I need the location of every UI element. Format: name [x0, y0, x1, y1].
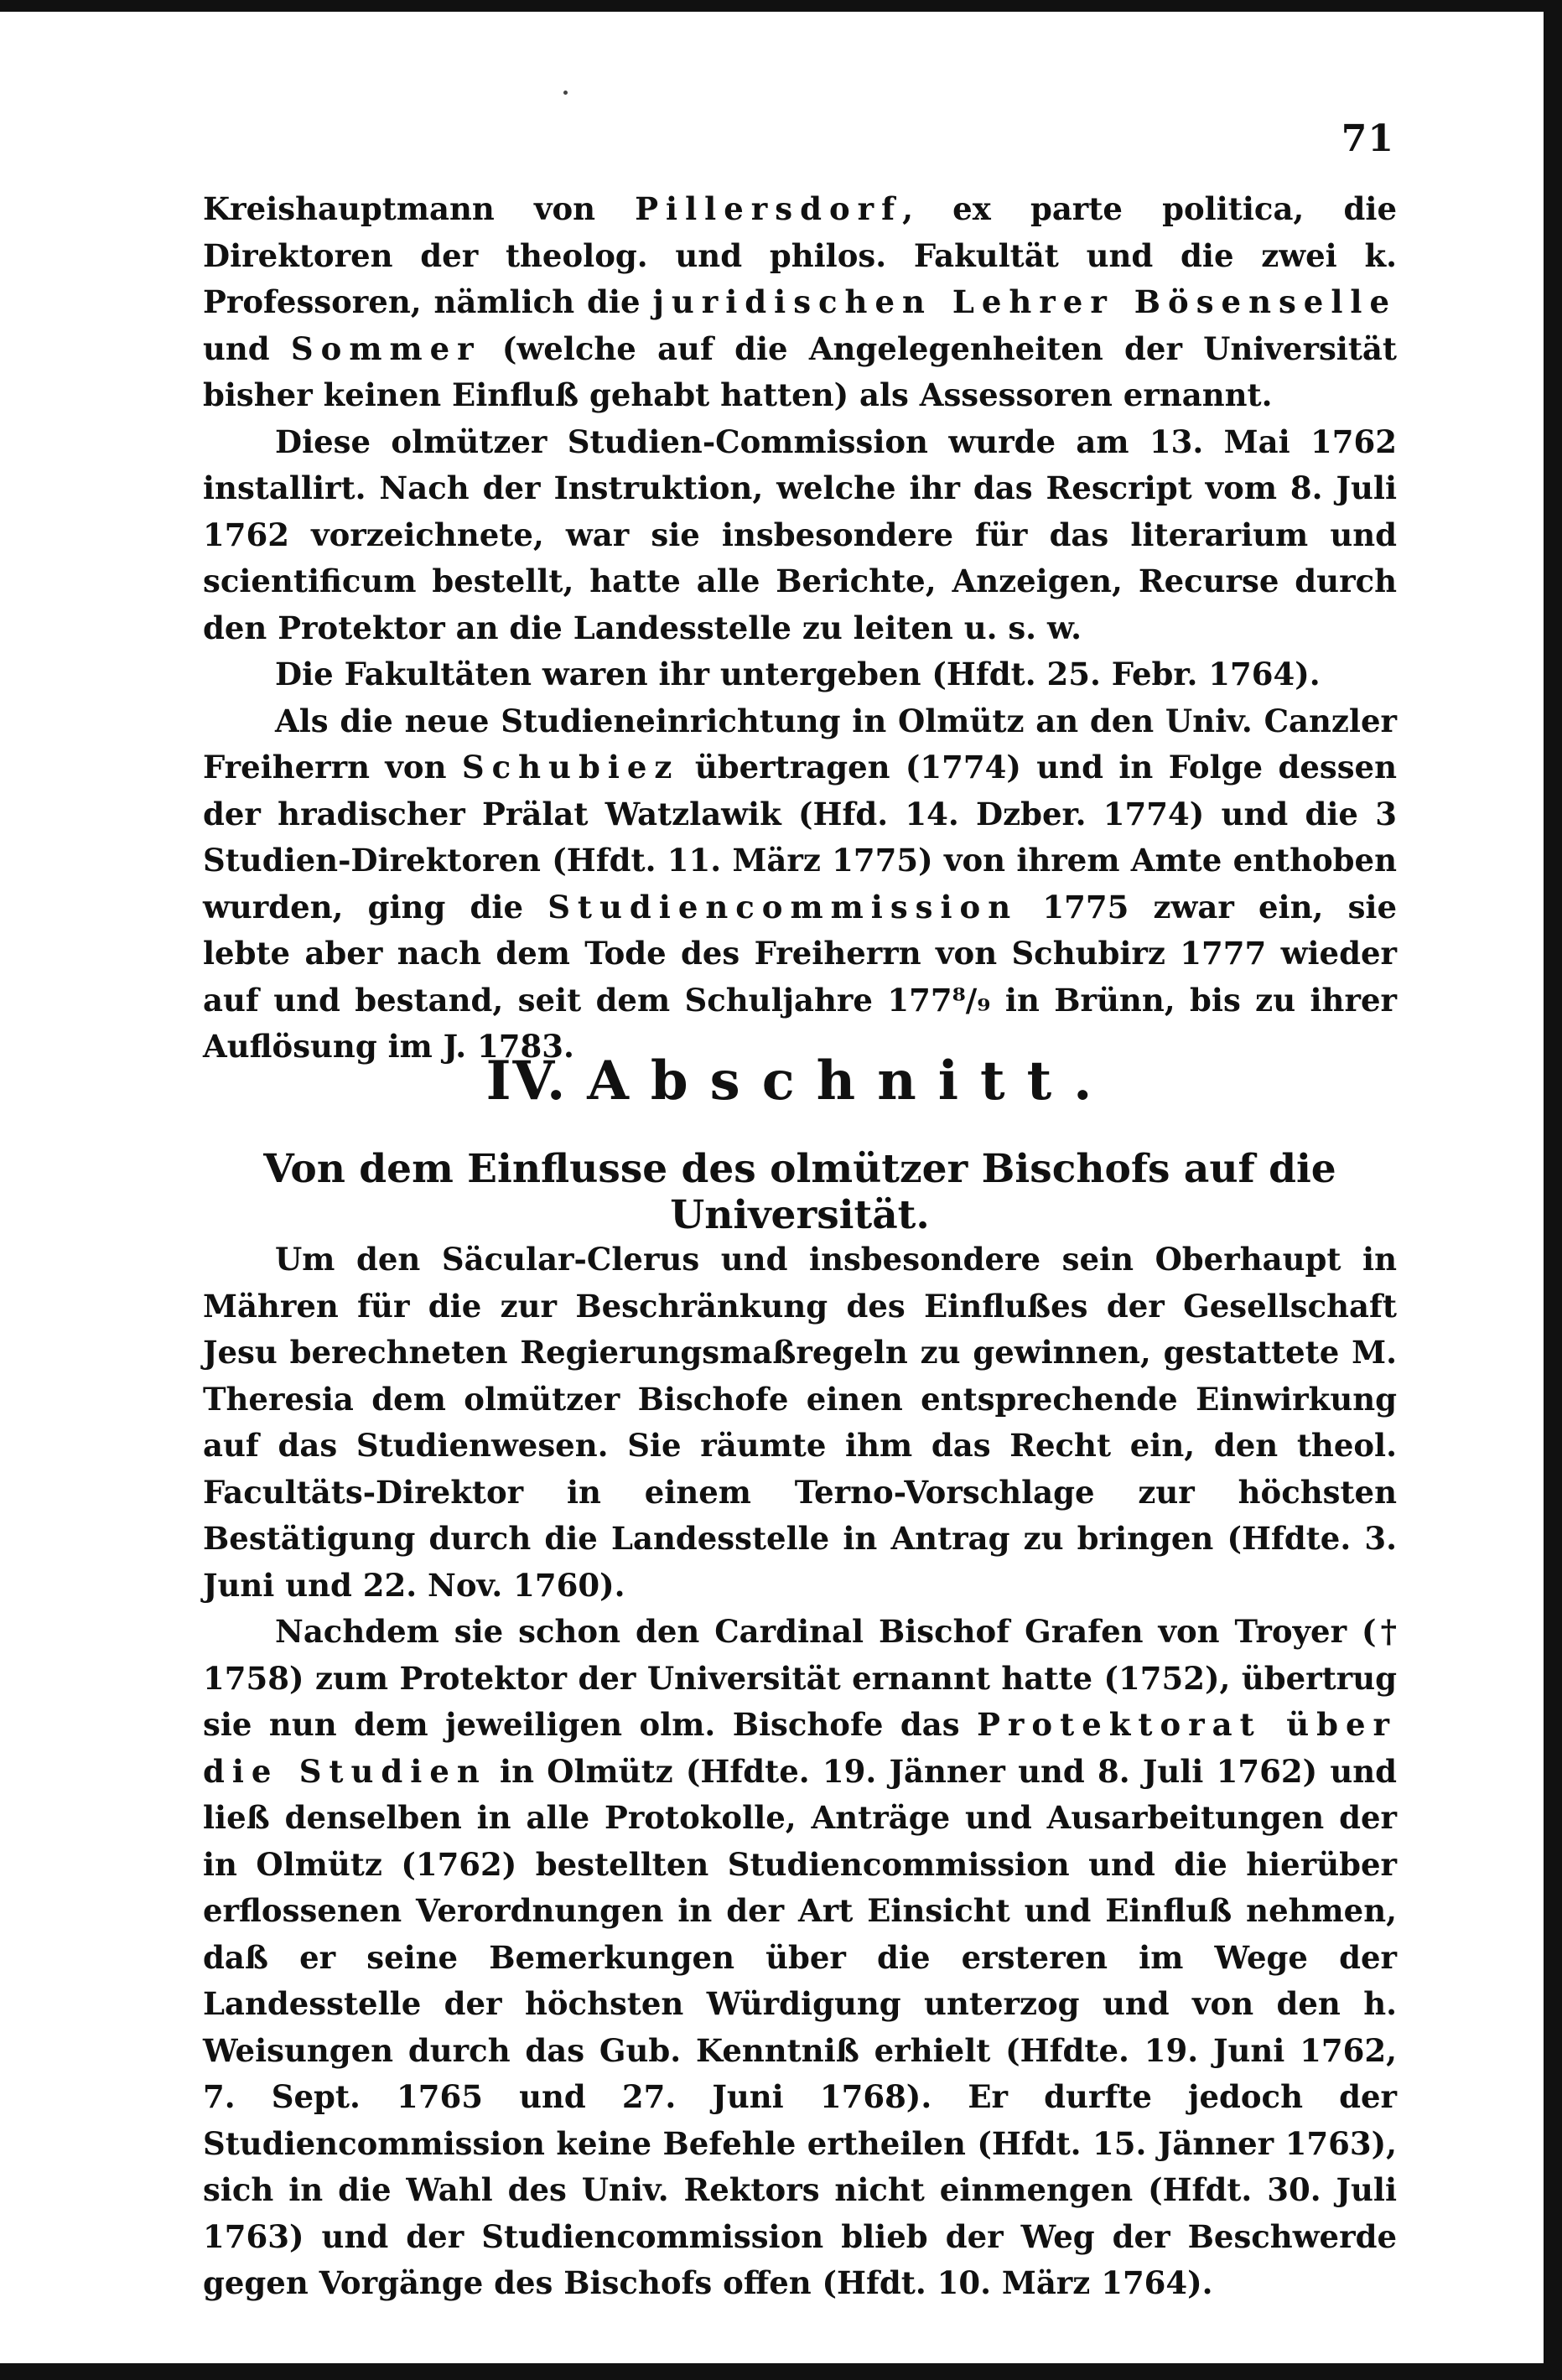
section-subtitle: Von dem Einflusse des olmützer Bischofs auf die Universität.	[263, 1146, 1336, 1238]
paragraph	[203, 1237, 1397, 1609]
paragraph	[203, 186, 1397, 419]
paragraph	[203, 1609, 1397, 2307]
text-run: und	[203, 329, 291, 367]
paragraph	[203, 698, 1397, 1071]
text-run: Um den Säcular-Clerus und insbesondere sein Oberhaupt in Mähren für die zur Beschränkung des Einflußes der Gesellschaft Jesu berechneten Regierungsmaßregeln zu gewinnen, gestattete M. Theresia dem olmützer Bischofe einen entsprechende Einwirkung auf das Studienwesen. Sie räumte ihm das Recht ein, den theol. Facultäts-Direktor in einem Terno-Vorschlage zur höchsten Bestätigung durch die Landesstelle in Antrag zu bringen (Hfdte. 3. Juni und 22. Nov. 1760).	[203, 1241, 1397, 1604]
text-run: Kreishauptmann von	[203, 190, 636, 227]
spaced-emphasis: Schubiez	[461, 749, 680, 786]
section-title-word: Abschnitt.	[587, 1050, 1114, 1112]
text-run: Die Fakultäten waren ihr untergeben (Hfdt. 25. Febr. 1764).	[275, 656, 1321, 692]
text-run: Diese olmützer Studien-Commission wurde am 13. Mai 1762 installirt. Nach der Instruktion, welche ihr das Rescript vom 8. Juli 1762 vorzeichnete, war sie insbesondere für das literarium und scientificum bestellt, hatte alle Berichte, Anzeigen, Recurse durch den Protektor an die Landesstelle zu leiten u. s. w.	[203, 423, 1397, 646]
spaced-emphasis: Protektorat über die Studien	[203, 1706, 1397, 1790]
paragraph	[203, 419, 1397, 652]
section-roman-numeral: IV.	[485, 1050, 568, 1112]
spaced-emphasis: juridischen Lehrer Bösenselle	[652, 283, 1397, 320]
spaced-emphasis: Pillersdorf	[635, 190, 903, 227]
text-run: (welche auf die Angelegenheiten der Universität bisher keinen Einfluß gehabt hatten) als Assessoren ernannt.	[203, 329, 1397, 413]
top-text-block	[203, 186, 1397, 1071]
text-run: Als die neue Studieneinrichtung in Olmütz an den Univ. Canzler Freiherrn von	[203, 702, 1397, 786]
page-number: 71	[1341, 117, 1394, 160]
spaced-emphasis: Sommer	[290, 329, 481, 367]
bottom-text-block	[203, 1237, 1397, 2307]
section-heading	[203, 1050, 1397, 1112]
text-run: 1775 zwar ein, sie lebte aber nach dem Tode des Freiherrn von Schubirz 1777 wieder auf und bestand, seit dem Schuljahre 177⁸/₉ in Brünn, bis zu ihrer Auflösung im J. 1783.	[203, 888, 1398, 1065]
paragraph	[203, 651, 1397, 698]
spaced-emphasis: Studiencommission	[547, 888, 1019, 926]
print-speck	[563, 91, 568, 95]
text-run: übertragen (1774) und in Folge dessen der hradischer Prälat Watzlawik (Hfd. 14. Dzber. 1774) und die 3 Studien-Direktoren (Hfdt. 11. März 1775) von ihrem Amte enthoben wurden, ging die	[203, 749, 1397, 926]
text-run: in Olmütz (Hfdte. 19. Jänner und 8. Juli 1762) und ließ denselben in alle Protokolle, Anträge und Ausarbeitungen der in Olmütz (1762) bestellten Studiencommission und die hierüber erflossenen Verordnungen in der Art Einsicht und Einfluß nehmen, daß er seine Bemerkungen über die ersteren im Wege der Landesstelle der höchsten Würdigung unterzog und von den h. Weisungen durch das Gub. Kenntniß erhielt (Hfdte. 19. Juni 1762, 7. Sept. 1765 und 27. Juni 1768). Er durfte jedoch der Studiencommission keine Befehle ertheilen (Hfdt. 15. Jänner 1763), sich in die Wahl des Univ. Rektors nicht einmengen (Hfdt. 30. Juli 1763) und der Studiencommission blieb der Weg der Beschwerde gegen Vorgänge des Bischofs offen (Hfdt. 10. März 1764).	[203, 1752, 1397, 2301]
text-run: , ex parte politica, die Direktoren der theolog. und philos. Fakultät und die zwei k. Professoren, nämlich die	[203, 190, 1397, 320]
text-run: Nachdem sie schon den Cardinal Bischof Grafen von Troyer († 1758) zum Protektor der Universität ernannt hatte (1752), übertrug sie nun dem jeweiligen olm. Bischofe das	[203, 1613, 1397, 1743]
